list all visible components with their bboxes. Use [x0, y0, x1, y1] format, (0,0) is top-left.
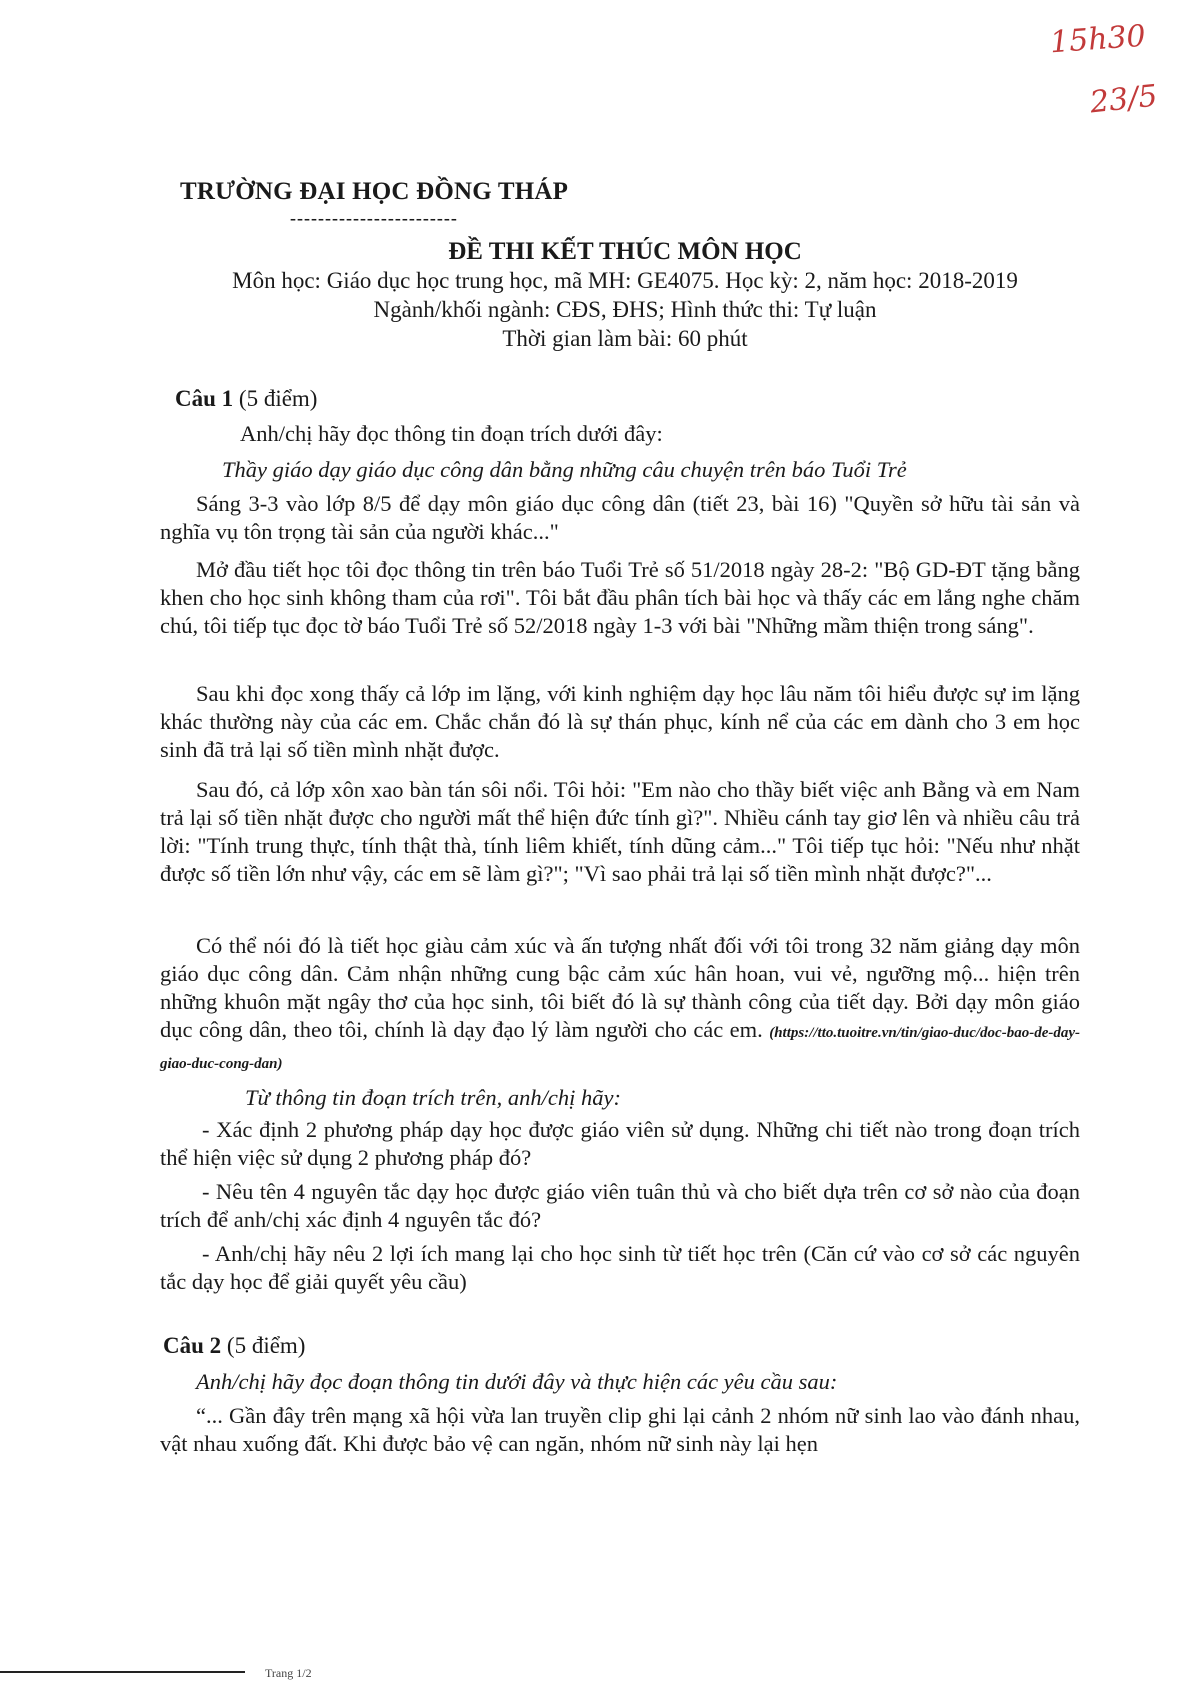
handwritten-date: 23/5 — [1088, 78, 1160, 121]
article-paragraph: Mở đầu tiết học tôi đọc thông tin trên báo Tuổi Trẻ số 51/2018 ngày 28-2: "Bộ GD-ĐT tặng bằng khen cho học sinh không tham của rơi". Tôi bắt đầu phân tích bài học và thấy các em lắng nghe chăm chú, tôi tiếp tục đọc tờ báo Tuổi Trẻ số 52/2018 ngày 1-3 với bài "Những mầm thiện trong sáng". — [160, 557, 1080, 638]
task-item: - Nêu tên 4 nguyên tắc dạy học được giáo viên tuân thủ và cho biết dựa trên cơ sở nào của đoạn trích để anh/chị xác định 4 nguyên tắc đó? — [160, 1179, 1080, 1232]
article-paragraph: Sau đó, cả lớp xôn xao bàn tán sôi nổi. Tôi hỏi: "Em nào cho thầy biết việc anh Bằng và em Nam trả lại số tiền nhặt được cho người mất thể hiện đức tính gì?". Nhiều cánh tay giơ lên và nhiều câu trả lời: "Tính trung thực, tính thật thà, tính liêm khiết, tính dũng cảm..." Tôi tiếp tục hỏi: "Nếu như nhặt được số tiền lớn như vậy, các em sẽ làm gì?"; "Vì sao phải trả lại số tiền mình nhặt được?"... — [160, 777, 1080, 886]
article-paragraph: Sáng 3-3 vào lớp 8/5 để dạy môn giáo dục công dân (tiết 23, bài 16) "Quyền sở hữu tài sản và nghĩa vụ tôn trọng tài sản của người khác..." — [160, 491, 1080, 544]
question-2-intro: Anh/chị hãy đọc đoạn thông tin dưới đây và thực hiện các yêu cầu sau: — [196, 1369, 838, 1394]
article-source: (https://tto.tuoitre.vn/tin/giao-duc/doc-bao-de-day-giao-duc-cong-dan) — [160, 1025, 1081, 1072]
footer-rule — [0, 1671, 245, 1673]
article-last-paragraph-text: Có thể nói đó là tiết học giàu cảm xúc và ấn tượng nhất đối với tôi trong 32 năm giảng dạy môn giáo dục công dân. Cảm nhận những cung bậc cảm xúc hân hoan, vui vẻ, ngưỡng mộ... hiện trên những khuôn mặt ngây thơ của học sinh, tôi biết đó là sự thành công của tiết dạy. Bởi dạy môn giáo dục công dân, theo tôi, chính là dạy đạo lý làm người cho các em. — [160, 933, 1080, 1042]
question-1-heading — [175, 386, 317, 412]
time-line: Thời gian làm bài: 60 phút — [502, 326, 748, 351]
question-2-quote: “... Gần đây trên mạng xã hội vừa lan truyền clip ghi lại cảnh 2 nhóm nữ sinh lao vào đánh nhau, vật nhau xuống đất. Khi được bảo vệ can ngăn, nhóm nữ sinh này lại hẹn — [160, 1403, 1080, 1456]
task-item: - Anh/chị hãy nêu 2 lợi ích mang lại cho học sinh từ tiết học trên (Căn cứ vào cơ sở các nguyên tắc dạy học để giải quyết yêu cầu) — [160, 1241, 1080, 1294]
question-2-label: Câu 2 — [163, 1333, 222, 1358]
task-intro: Từ thông tin đoạn trích trên, anh/chị hãy: — [245, 1085, 621, 1110]
question-1-label: Câu 1 — [175, 386, 234, 411]
page-number: Trang 1/2 — [265, 1666, 312, 1680]
header-divider: ------------------------ — [290, 208, 458, 228]
handwritten-time: 15h30 — [1048, 18, 1147, 61]
article-paragraph: Sau khi đọc xong thấy cả lớp im lặng, với kinh nghiệm dạy học lâu năm tôi hiểu được sự im lặng khác thường này của các em. Chắc chắn đó là sự thán phục, kính nể của các em dành cho 3 em học sinh đã trả lại số tiền mình nhặt được. — [160, 681, 1080, 762]
question-1-intro: Anh/chị hãy đọc thông tin đoạn trích dưới đây: — [240, 421, 663, 446]
article-last-paragraph — [160, 932, 1080, 1078]
subject-line: Môn học: Giáo dục học trung học, mã MH: GE4075. Học kỳ: 2, năm học: 2018-2019 — [232, 268, 1018, 293]
exam-title: ĐỀ THI KẾT THÚC MÔN HỌC — [448, 238, 802, 265]
question-1-points: (5 điểm) — [238, 386, 318, 411]
task-item: - Xác định 2 phương pháp dạy học được giáo viên sử dụng. Những chi tiết nào trong đoạn trích thể hiện việc sử dụng 2 phương pháp đó? — [160, 1117, 1080, 1170]
question-2-points: (5 điểm) — [226, 1333, 306, 1358]
question-2-heading — [163, 1333, 305, 1359]
article-title: Thầy giáo dạy giáo dục công dân bằng những câu chuyện trên báo Tuổi Trẻ — [222, 457, 907, 482]
school-name: TRƯỜNG ĐẠI HỌC ĐỒNG THÁP — [180, 178, 569, 205]
major-line: Ngành/khối ngành: CĐS, ĐHS; Hình thức thi: Tự luận — [373, 297, 877, 322]
